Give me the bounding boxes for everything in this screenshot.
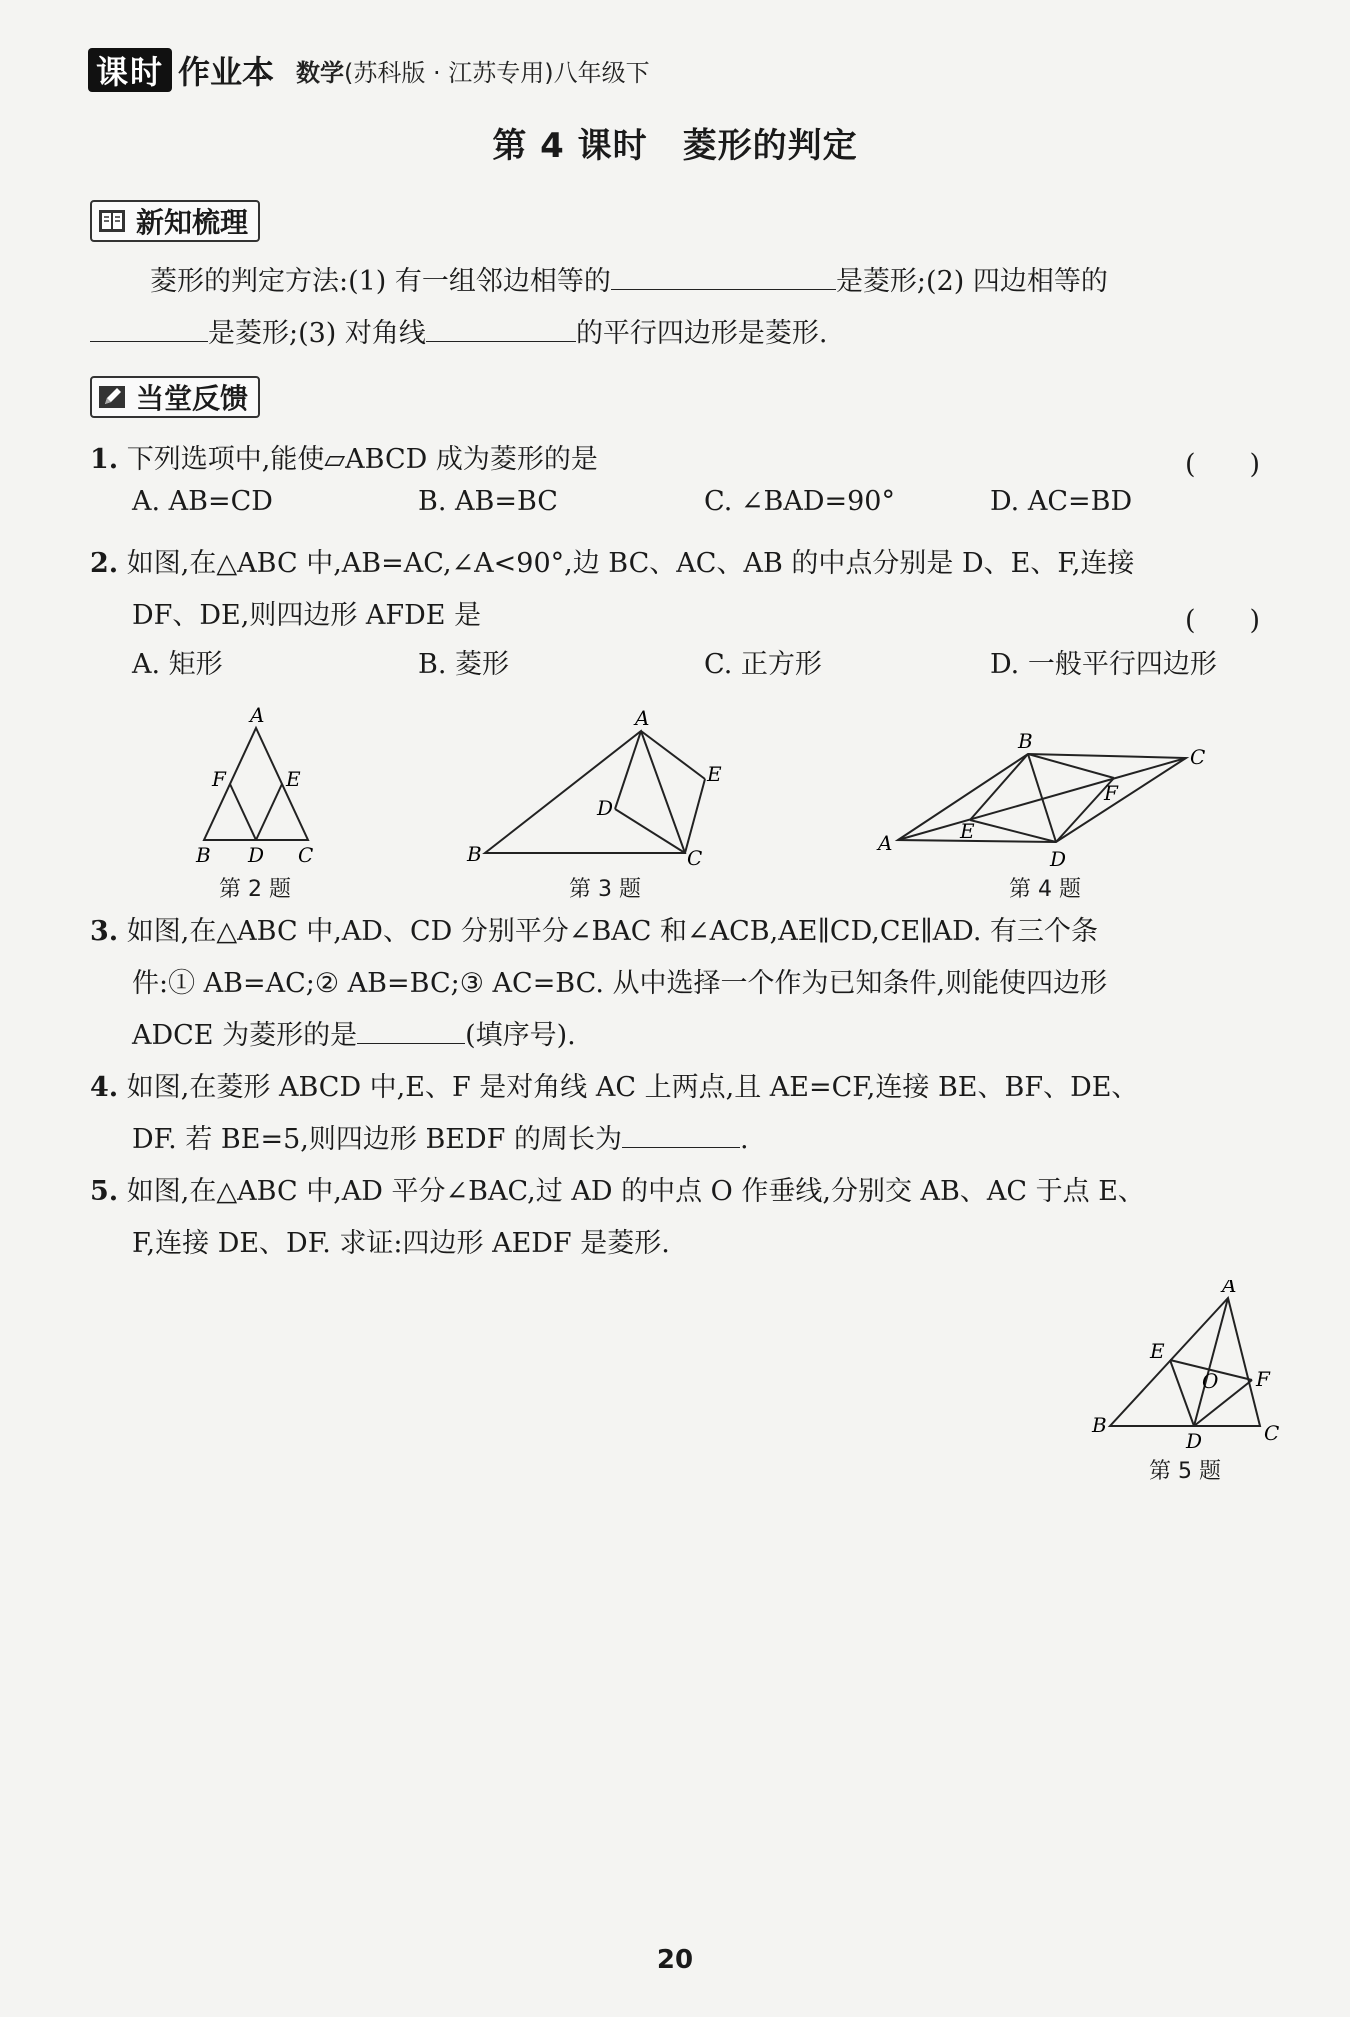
answer-blank[interactable]	[622, 1117, 740, 1148]
question-3-line-1	[90, 906, 1098, 958]
figure-4-diagram	[868, 726, 1218, 872]
question-text: .	[739, 1124, 749, 1155]
option-c[interactable]: C. ∠BAD=90°	[704, 486, 895, 517]
question-number: 4.	[90, 1072, 119, 1103]
figure-5-caption: 第 5 题	[1149, 1459, 1221, 1484]
section-tag-feedback	[90, 376, 260, 418]
section-label: 当堂反馈	[136, 382, 249, 415]
option-a[interactable]: A. 矩形	[132, 649, 223, 680]
label-e: E	[286, 767, 301, 791]
label-e: E	[1150, 1339, 1165, 1363]
label-c: C	[687, 846, 703, 870]
book-icon	[98, 208, 126, 234]
figure-5	[1078, 1280, 1298, 1450]
pencil-icon	[98, 384, 126, 410]
figure-4	[868, 726, 1218, 872]
question-3-line-3	[132, 1010, 576, 1062]
question-text: 如图,在菱形 ABCD 中,E、F 是对角线 AC 上两点,且 AE=CF,连接 BE、BF、DE、	[126, 1072, 1139, 1103]
section-tag-new-knowledge	[90, 200, 260, 242]
option-d[interactable]: D. AC=BD	[990, 486, 1133, 517]
label-a: A	[635, 706, 650, 730]
label-c: C	[1264, 1421, 1280, 1445]
figure-3-diagram	[455, 705, 725, 870]
figure-4-caption: 第 4 题	[1009, 877, 1081, 902]
figure-3-caption: 第 3 题	[569, 877, 641, 902]
section-label: 新知梳理	[136, 206, 249, 239]
question-text: 下列选项中,能使▱ABCD 成为菱形的是	[126, 444, 598, 475]
question-text: 如图,在△ABC 中,AD 平分∠BAC,过 AD 的中点 O 作垂线,分别交 AB、AC 于点 E、	[126, 1176, 1145, 1207]
figure-3	[455, 705, 725, 870]
label-b: B	[196, 843, 211, 867]
label-d: D	[1186, 1429, 1203, 1450]
label-e: E	[707, 762, 722, 786]
label-e: E	[960, 819, 975, 843]
label-d: D	[597, 796, 614, 820]
knowledge-text-1b: 是菱形;(2) 四边相等的	[835, 266, 1108, 297]
label-b: B	[1092, 1413, 1107, 1437]
label-f: F	[1104, 781, 1118, 805]
option-b[interactable]: B. 菱形	[418, 649, 510, 680]
question-text: 如图,在△ABC 中,AD、CD 分别平分∠BAC 和∠ACB,AE∥CD,CE∥AD. 有三个条	[126, 916, 1099, 947]
knowledge-text-2b: 的平行四边形是菱形.	[575, 318, 828, 349]
label-a: A	[878, 831, 893, 855]
answer-blank[interactable]	[611, 259, 836, 290]
option-b[interactable]: B. AB=BC	[418, 486, 558, 517]
subject: 数学	[296, 58, 345, 87]
figure-2-diagram	[190, 700, 320, 870]
question-5-line-1	[90, 1166, 1145, 1218]
question-number: 5.	[90, 1176, 119, 1207]
logo-text: 作业本	[178, 53, 275, 91]
label-f: F	[1256, 1367, 1270, 1391]
edition: (苏科版 · 江苏专用)八年级下	[344, 58, 650, 87]
option-d[interactable]: D. 一般平行四边形	[990, 649, 1217, 680]
label-d: D	[1050, 847, 1067, 871]
lesson-title: 第 4 课时 菱形的判定	[492, 126, 858, 166]
question-5-line-2: F,连接 DE、DF. 求证:四边形 AEDF 是菱形.	[132, 1228, 670, 1259]
label-f: F	[212, 767, 226, 791]
label-a: A	[250, 703, 265, 727]
label-a: A	[1222, 1280, 1237, 1297]
question-2-line-2: DF、DE,则四边形 AFDE 是	[132, 600, 482, 631]
label-c: C	[1190, 745, 1206, 769]
figure-2	[190, 700, 320, 870]
label-b: B	[467, 842, 482, 866]
question-2-line-1	[90, 538, 1134, 590]
page-number: 20	[656, 1945, 694, 1975]
question-3-line-2: 件:① AB=AC;② AB=BC;③ AC=BC. 从中选择一个作为已知条件,则能使四边形	[132, 968, 1108, 999]
knowledge-text-2a: 是菱形;(3) 对角线	[208, 318, 426, 349]
label-o: O	[1202, 1369, 1219, 1393]
answer-paren[interactable]: ( )	[1185, 449, 1261, 480]
question-text: (填序号).	[465, 1020, 576, 1051]
question-4-line-2	[132, 1114, 749, 1166]
logo-box: 课时	[88, 48, 172, 92]
answer-blank[interactable]	[426, 311, 576, 342]
label-d: D	[248, 843, 265, 867]
question-text: ADCE 为菱形的是	[132, 1020, 358, 1051]
answer-blank[interactable]	[357, 1013, 465, 1044]
question-number: 2.	[90, 548, 119, 579]
knowledge-line-1	[150, 256, 1108, 308]
label-c: C	[298, 843, 314, 867]
question-1	[90, 434, 598, 486]
knowledge-text-1a: 菱形的判定方法:(1) 有一组邻边相等的	[150, 266, 611, 297]
option-a[interactable]: A. AB=CD	[132, 486, 273, 517]
answer-paren[interactable]: ( )	[1185, 605, 1261, 636]
book-header	[88, 44, 650, 96]
question-text: DF. 若 BE=5,则四边形 BEDF 的周长为	[132, 1124, 622, 1155]
figure-2-caption: 第 2 题	[219, 877, 291, 902]
question-number: 1.	[90, 444, 119, 475]
question-number: 3.	[90, 916, 119, 947]
question-text: 如图,在△ABC 中,AB=AC,∠A<90°,边 BC、AC、AB 的中点分别是 D、E、F,连接	[126, 548, 1135, 579]
subject-line	[296, 53, 650, 88]
knowledge-line-2	[90, 308, 828, 360]
figure-5-diagram	[1078, 1280, 1298, 1450]
answer-blank[interactable]	[90, 311, 208, 342]
question-4-line-1	[90, 1062, 1138, 1114]
option-c[interactable]: C. 正方形	[704, 649, 822, 680]
label-b: B	[1018, 729, 1033, 753]
